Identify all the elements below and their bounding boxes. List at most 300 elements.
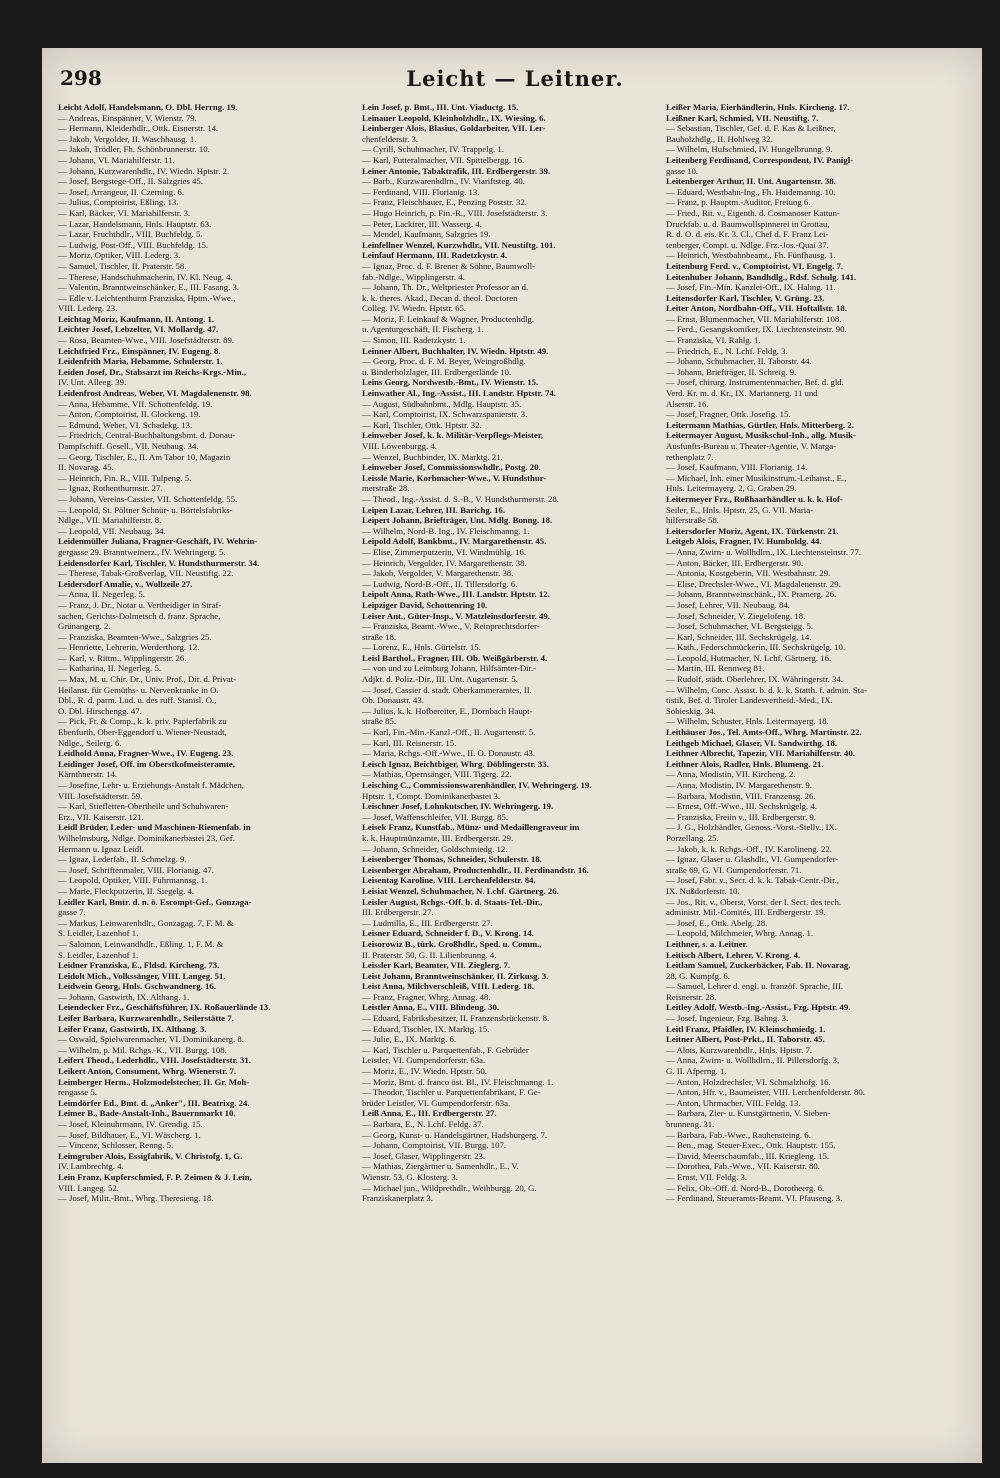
directory-entry: Leipold Adolf, Bankbmt., IV. Margarethenstr. 45. [362,536,547,547]
directory-entry: — Josef, Bergstege-Off., II. Salzgries 45. [58,176,203,187]
directory-entry: — Theod., Ing.-Assist. d. S.-B., V. Hundsthurmerstr. 28. [362,493,559,504]
directory-entry: — Mendel, Kaufmann, Salzgries 19. [362,229,491,240]
directory-entry: gasse 10. [666,165,699,176]
directory-entry: Leifer Franz, Gastwirth, IX. Althang. 3. [58,1023,207,1034]
directory-entry: — Peter, Lackirer, III. Wasserg. 4. [362,218,482,229]
directory-entry: — Anton, Comptoirist, II. Glockeng. 19. [58,409,201,420]
directory-entry: — Anton, Uhrmacher, VIII. Feldg. 13. [666,1097,801,1108]
directory-entry: Leithgeb Michael, Glaser, VI. Sandwirthg. 18. [666,737,838,748]
directory-entry: — Anna, Modistin, IV. Margarethenstr. 9. [666,780,812,790]
directory-entry: — Ignaz, Proc. d. F. Brener & Söhne, Baumwoll- [362,260,536,271]
directory-entry: — Josef, Schneider, V. Ziegelofeng. 18. [666,610,806,621]
directory-entry: — Josef, Fragner, Ottk. Josefig. 15. [666,409,791,420]
directory-entry: — Josef, Kaufmann, VIII. Florianig. 14. [666,462,808,473]
directory-entry: Leisching C., Commissionswarenhändler, IV. Wehringerg. 19. [362,780,592,790]
directory-entry: Leifer Barbara, Kurzwarenhdlr., Seilerstätte 7. [58,1013,234,1024]
directory-entry: hilferstraße 58. [666,515,719,526]
directory-entry: — Elise, Zimmerputzerin, VI. Windmühlg. 16. [362,546,527,557]
directory-entry: — Heinrich, Fin. R., VIII. Tulpeng. 5. [58,472,192,483]
directory-entry: — Henriette, Lehrerin, Werderthorg. 12. [58,642,200,653]
directory-entry: Leinner Albert, Buchhalter, IV. Wiedn. Hptstr. 49. [362,345,549,356]
directory-entry: — Ludwig, Post-Off., VIII. Buchfeldg. 15. [58,239,209,250]
directory-entry: Reisnerstr. 28. [666,991,717,1002]
directory-entry: — Josef, Schriftenmaler, VIII. Florianig. 47. [58,864,214,875]
directory-entry: — Lorenz, E., Hnls. Gürtelstr. 15. [362,642,481,653]
directory-entry: Leithäuser Jos., Tel. Amts-Off., Whrg. Martinstr. 22. [666,727,862,738]
directory-entry: — Heinrich, Vergolder, IV. Margarethenstr. 38. [362,557,527,568]
directory-entry: Leisch Ignaz, Beichtbiger, Whrg. Döblingerstr. 33. [362,758,549,769]
page-number: 298 [60,66,102,90]
directory-entry: Leimdörfer Ed., Bmt. d. „Anker", III. Beatrixg. 24. [58,1097,250,1108]
directory-entry: — Franz, Fragner, Whrg. Annag. 48. [362,991,491,1002]
directory-entry: — Andreas, Einspänner, V. Wienstr. 79. [58,112,197,123]
directory-entry: — Ernst, VII. Feldg. 3. [666,1171,748,1182]
directory-entry: Ebenfurth, Ober-Eggendorf u. Wiener-Neustadt, [58,727,227,738]
directory-entry: — Kath., Federschmückerin, III. Sechskrügelg. 10. [666,642,846,653]
directory-entry: — Moriz, E., IV. Wiedn. Hptstr. 50. [362,1066,487,1077]
directory-entry: — Karl, Tischler, Ottk. Hptstr. 32. [362,419,482,430]
directory-page [42,48,982,1463]
directory-entry: — Eduard, Westbahn-Ing., Fh. Haidemanng. 10. [666,186,836,197]
directory-entry: — Leopold, Optiker, VIII. Fuhrmannsg. 1. [58,875,208,886]
directory-entry: Leitermeyer Frz., Roßhaarhändler u. k. k. Hof- [666,493,843,504]
directory-entry: tistik, Bef. d. Tiroler Landesvertheid.-Med., IX. [666,695,833,706]
directory-entry: — Karl, Bäcker, VI. Mariahilferstr. 3. [58,207,191,218]
directory-entry: — Jakob, Vergolder, V. Margarethenstr. 38. [362,568,514,579]
directory-entry: tenberger, Compt. u. Ndlge. Frz.-Jos.-Quai 37. [666,239,829,250]
directory-entry: — Josef, Waffenschleifer, VII. Burgg. 85. [362,811,509,822]
directory-entry: Leissler Karl, Beamter, VII. Zieglerg. 7. [362,960,511,971]
directory-entry: Colleg. IV. Wiedn. Hptstr. 65. [362,303,467,314]
directory-entry: — Mathias, Ziergärtner u. Samenhdlr., E., V. [362,1161,519,1172]
directory-entry: Franziskanerplatz 3. [362,1193,433,1204]
directory-entry: Leitermann Mathias, Gürtler, Hnls. Mitterberg. 2. [666,419,854,430]
directory-entry: IV. Lambrechtg. 4. [58,1161,124,1172]
directory-entry: — Moriz, F. Leinkauf & Wagner, Productenhdlg. [362,313,535,324]
directory-entry: — Therese, Tabak-Großverlag, VII. Neustiftg. 22. [58,568,234,579]
directory-entry: Leisentag Karoline, VIII. Lerchenfelderstr. 84. [362,875,536,886]
directory-entry: Leipziger David, Schottenring 10. [362,599,488,610]
directory-entry: Leidner Franziska, E., Fldsd. Kircheng. 73. [58,960,220,971]
directory-entry: rengasse 5. [58,1087,97,1098]
directory-entry: Dampfschiff. Gesell., VII. Neubaug. 34. [58,441,199,451]
directory-entry: Leidwein Georg, Hnls. Gschwandnerg. 16. [58,981,216,992]
directory-entry: — von und zu Leimburg Johann, Hilfsämter-Dir.- [362,663,537,674]
directory-entry: — Eduard, Tischler, IX. Marktg. 15. [362,1023,490,1034]
directory-entry: u. Agenturgeschäft, II. Fischerg. 1. [362,324,484,335]
directory-entry: — Anna, Zwirn- u. Wollhdlrn., II. Pillersdorfg. 3, [666,1055,840,1066]
directory-entry: Ndlge., VII. Mariahilferstr. 8. [58,515,162,526]
directory-entry: — Josef, Kleinuhrmann, IV. Grendig. 15. [58,1119,203,1129]
directory-entry: Druckfab. u. d. Baumwollspinnerei in Grottau, [666,218,830,229]
directory-entry: — Anton, Holzdrechsler, VI. Schmalzhofg. 16. [666,1076,831,1087]
directory-entry: S. Leidler, Lazenhof 1. [58,928,139,939]
directory-entry: — Wilhelm, Nord-B. Ing., IV. Fleischmanng. 1. [362,525,530,536]
directory-entry: IV. Unt. Alleeg. 39. [58,377,127,388]
directory-entry: VIII. Josefstädterstr. 59. [58,790,143,801]
directory-entry: Leitley Adolf, Westb.-Ing.-Assist., Fzg. Hptstr. 49. [666,1002,851,1013]
directory-entry: Leist Anna, Milchverschleiß, VIII. Lederg. 18. [362,981,534,992]
directory-entry: — Cyrill, Schuhmacher, IV. Trappelg. 1. [362,144,504,155]
directory-entry: Leithner Alois, Radler, Hnls. Blumeng. 21. [666,758,824,769]
directory-entry: — Josef, Milit.-Bmt., Whrg. Theresieng. 18. [58,1193,214,1204]
directory-entry: — Moriz, Optiker, VIII. Lederg. 3. [58,250,181,261]
directory-entry: III. Erdbergerstr. 27. [362,907,434,918]
directory-entry: — Karl, Tischler u. Parquettenfab., F. Gebrüder [362,1044,529,1055]
directory-entry: — Wenzel, Buchbinder, IX. Marktg. 21. [362,451,503,462]
directory-entry: Leischner Josef, Lohnkutscher, IV. Wehringerg. 19. [362,801,554,812]
directory-entry: straße 85. [362,716,397,727]
directory-entry: — Johann, Briefträger, II. Schreig. 9. [666,366,797,377]
directory-entry: — Vincenz, Schlosser, Renng. 5. [58,1140,174,1151]
directory-entry: Lein Josef, p. Bmt., III. Unt. Viaductg. 15. [362,102,519,112]
directory-entry: — Samuel, Tischler, II. Praterstr. 58. [58,260,187,271]
directory-entry: — Ernest, Off.-Wwe., III. Sechskrügelg. 4. [666,801,817,812]
directory-entry: Leitner Albert, Post-Prkt., II. Taborstr. 45. [666,1034,825,1045]
directory-entry: Heilanst. für Gemüths- u. Nervenkranke in O. [58,684,219,695]
directory-entry: IX. Nußdorferstr. 10. [666,885,740,896]
directory-entry: k. k. theres. Akad., Decan d. theol. Doctoren [362,292,518,303]
directory-entry: — Pick, Fr. & Comp., k. k. priv. Papierfabrik zu [58,716,227,727]
directory-entry: — Franz, J. Dr., Notar u. Vertheidiger in Straf- [58,599,222,610]
directory-entry: — Johann, VI. Mariahilferstr. 11. [58,154,175,165]
directory-entry: — Hermann, Kleiderhdlr., Ottk. Eisnerstr. 14. [58,123,219,134]
directory-entry: rethenplatz 7. [666,451,714,462]
directory-entry: O. Dbl. Hirschengg. 47. [58,705,142,716]
directory-entry: — David, Meerschaumfab., III. Kriegleng. 15. [666,1150,830,1161]
directory-entry: Leinauer Leopold, Kleinholzhdlr., IX. Wiesing. 6. [362,112,546,123]
page-header [60,66,970,94]
directory-entry: — Jakob, k. k. Rchgs.-Off., IV. Karolineng. 22. [666,843,832,854]
directory-entry: — Rudolf, städt. Oberlehrer, IX. Währingerstr. 34. [666,674,843,685]
directory-entry: Leisler August, Rchgs.-Off. b. d. Staats-Tel.-Dir., [362,896,543,907]
directory-entry: — Johann, Schuhmacher, II. Taborstr. 44. [666,356,812,367]
directory-entry: — Anna, Hebamme, VII. Schottenfeldg. 19. [58,398,213,409]
directory-entry: — Mathias, Opernsänger, VIII. Tigerg. 22. [362,769,512,780]
directory-entry: — Georg, Proc. d. F. M. Beyer, Weingroßhdlg. [362,356,526,367]
directory-entry: Hnls. Leitermayerg. 2, G. Graben 29. [666,483,797,494]
directory-entry: — Leopold, Hutmacher, N. Lchf. Gärtnerg. 16. [666,652,832,663]
directory-entry: Adjkt. d. Poliz.-Dir., III. Unt. Augartenstr. 5. [362,674,518,685]
directory-entry: Leidhold Anna, Fragner-Wwe., IV. Eugeng. 23. [58,748,234,759]
directory-entry: straße 69, G. VI. Gumpendorferstr. 71. [666,864,802,875]
directory-entry: Leisenberger Abraham, Productenhdlr., II. Ferdinandstr. 16. [362,864,589,875]
directory-entry: — Josef, Fabr. v., Secr. d. k. k. Tabak-Centr.-Dir., [666,875,839,886]
directory-entry: Hptstr. 1, Compt. Dominikanerbastei 3. [362,790,501,801]
directory-entry: — Marie, Fleckputzerin, II. Siegelg. 4. [58,885,195,896]
directory-entry: Leinweber Josef, k. k. Militär-Verpflegs-Meister, [362,430,544,441]
directory-entry: Dbl., R. d. parm. Lud. u. des ruff. Stanisl. O., [58,695,217,706]
directory-entry: — Heinrich, Westbahnbeamt., Fh. Fünfhausg. 1. [666,250,836,261]
directory-entry: S. Leidler, Lazenhof 1. [58,949,139,960]
directory-entry: gasse 7. [58,907,86,918]
directory-entry: Leitenberger Arthur, II. Unt. Augartenstr. 38. [666,176,836,187]
directory-entry: Ausfunfts-Bureau u. Theater-Agentie, V. Marga- [666,441,837,451]
directory-entry: Leichtfried Frz., Einspänner, IV. Eugeng. 8. [58,345,221,356]
directory-entry: — Wilhelm, Hufschmied, IV. Hungelbrunng. 9. [666,144,833,155]
directory-entry: — Lazar, Handelsmann, Hnls. Hauptstr. 63. [58,218,212,229]
directory-entry: Leitenburg Ferd. v., Comptoirist, VI. Engelg. 7. [666,260,844,271]
directory-entry: — Johann, Branntweinschänk., IX. Pramerg. 26. [666,589,837,600]
directory-entry: chenfelderstr. 3. [362,133,419,144]
directory-entry: Leidolt Mich., Volkssänger, VIII. Langeg. 51. [58,970,226,981]
directory-entry: — Julie, E., IX. Marktg. 6. [362,1034,457,1045]
directory-entry: Leithner Albrecht, Tapezir, VII. Mariahilferstr. 40. [666,748,855,759]
directory-entry: Leitl Franz, Pfaidler, IV. Kleinschmiedg. 1. [666,1023,826,1034]
directory-entry: Leissle Marie, Korbmacher-Wwe., V. Hundsthur- [362,472,547,483]
directory-entry: — Edmund, Weber, VI. Schadekg. 13. [58,419,193,430]
directory-entry: Leitenhuber Johann, Bandhdlg., Rdsf. Schulg. 141. [666,271,857,282]
directory-entry: — Karl, v. Rittm., Wipplingerstr. 26. [58,652,187,663]
directory-entry: — Antonia, Kostgeberin, VII. Westbahnstr. 29. [666,568,831,579]
directory-entry: administr. Mil.-Comités, III. Erdbergerstr. 19. [666,907,826,918]
directory-entry: gergasse 29. Branntweinerz., IV. Wehringerg. 5. [58,546,226,557]
directory-entry: Leiter Anton, Nordbahn-Off., VII. Hoftallstr. 18. [666,303,847,314]
directory-entry: — Barb., Kurzwarenhdlrn., IV. Viariftsteg. 40. [362,176,525,187]
directory-entry: — Josef, Bildhauer, E., VI. Wäscherg. 1. [58,1129,201,1140]
directory-entry: — Rosa, Beamten-Wwe., VIII. Josefstädterstr. 89. [58,335,235,346]
directory-entry: — Josef, chirurg. Instrumentenmacher, Bef. d. gld. [666,377,844,388]
directory-entry: Leidersdorf Amalie, v., Wollzeile 27. [58,578,193,589]
directory-entry: fab.-Ndlge., Wipplingerstr. 4. [362,271,465,282]
directory-entry: — Josef, Lehrer, VII. Neubaug. 84. [666,599,790,610]
directory-entry: Leißner Karl, Schmied, VII. Neustiftg. 7. [666,112,819,123]
directory-entry: — Markus, Leinwarenhdlr., Gonzagag. 7, F. M. & [58,917,234,928]
directory-entry: Leitensdorfer Karl, Tischler, V. Grüng. 23. [666,292,825,303]
directory-entry: — Simon, III. Radetzkystr. 1. [362,335,466,346]
directory-entry: — Felix, Ob.-Off. d. Nord-B., Dorotheerg. 6. [666,1182,825,1193]
directory-entry: — Karl, III. Reisnerstr. 15. [362,737,457,748]
directory-entry: — Maria, Rchgs.-Off.-Wwe., II. O. Donaustr. 43. [362,748,536,759]
directory-entry: — Edle v. Leichtenthurm Franziska, Hptm.-Wwe., [58,292,236,303]
directory-entry: — Jakob, Trödler, Fh. Schönbrunnerstr. 10. [58,144,210,155]
directory-entry: Leidl Brüder, Leder- und Maschinen-Riemenfab. in [58,822,251,833]
directory-entry: Leinwather Al., Ing.-Assist., III. Landstr. Hptstr. 74. [362,388,556,399]
directory-entry: — Anna, Modistin, VII. Kircheng. 2. [666,769,796,780]
directory-entry: Wienstr. 53, G. Klosterg. 3. [362,1171,458,1182]
directory-entry: Leitisch Albert, Lehrer, V. Krong. 4. [666,949,801,960]
directory-entry: — Wilhelm, Schuster, Hnls. Leitermayerg. 18. [666,716,829,727]
column-middle [362,102,658,1452]
directory-entry: — Valentin, Branntweinschänker, E., III. Fasang. 3. [58,282,240,293]
directory-entry: merstraße 28. [362,483,410,494]
directory-entry: VIII. Löwenburgg. 4. [362,441,437,451]
directory-entry: — Leopold, St. Pöltner Schnür- u. Börtelsfabriks- [58,504,233,515]
directory-entry: Leidler Karl, Bmtr. d. n. ö. Escompt-Gef., Gonzaga- [58,896,252,907]
directory-entry: — Michael jun., Wildprethdlr., Weihburgg. 20, G. [362,1182,537,1193]
directory-entry: — Anton, Hfr. v., Baumeister, VIII. Lerchenfelderstr. 80. [666,1087,865,1098]
directory-entry: — Ignaz, Lederfab., II. Schmelzg. 9. [58,854,187,865]
directory-entry: Erz., VII. Kaiserstr. 121. [58,811,144,822]
directory-entry: — Ignaz, Glaser u. Glashdlr., VI. Gumpendorfer- [666,854,839,865]
directory-entry: — Julius, Comptoirist, Eßling. 13. [58,197,179,208]
directory-entry: — Barbara, E., N. Lchf. Feldg. 37. [362,1119,484,1129]
directory-entry: — Martin, III. Rennweg 81. [666,663,765,674]
directory-entry: — J. G., Holzhändler, Genoss.-Vorst.-Stellv., IX. [666,822,837,833]
directory-entry: Leistler, VI. Gumpendorferstr. 63a. [362,1055,486,1066]
directory-entry: Leipolt Anna, Rath-Wwe., III. Landstr. Hptstr. 12. [362,589,550,600]
directory-entry: u. Binderholzlager, III. Erdbergerlände 10. [362,366,512,377]
directory-entry: II. Praterstr. 50, G. II. Lilienbrunng. 4. [362,949,497,960]
directory-entry: — Johann, Schneider, Goldschmiedg. 12. [362,843,508,854]
directory-entry: Leisl Barthol., Fragner, III. Ob. Weißgärberstr. 4. [362,652,548,663]
directory-entry: — Anna, Zwirn- u. Wollhdlrn., IX. Liechtensteinstr. 77. [666,546,862,557]
directory-entry: — Johann, Kurzwarenhdlr., IV. Wiedn. Hptstr. 2. [58,165,230,176]
directory-entry: — Barbara, Modistin, VIII. Franzensg. 26. [666,790,816,801]
directory-entry: Leitlam Samuel, Zuckerbäcker, Fab. II. Novarag. [666,960,851,971]
directory-entry: Leisorowiz B., türk. Großhdlr., Sped. u. Comm., [362,938,542,949]
directory-entry: G. II. Afperng. 1. [666,1066,727,1077]
directory-entry: — Lazar, Fruchthdlr., VIII. Buchfeldg. 5. [58,229,203,240]
column-right [666,102,966,1452]
directory-entry: — Georg, Kunst- u. Handelsgärtner, Hadsburgerg. 7. [362,1129,548,1140]
directory-entry: Leithner, s. a. Leitner. [666,938,748,949]
directory-entry: — Franziska, VI. Rahlg. 1. [666,335,761,346]
directory-entry: Leiner Antonie, Tabaktrafik, III. Erdbergerstr. 39. [362,165,551,176]
page-title: Leicht — Leitner. [406,66,624,91]
directory-entry: — Franziska, Freiin v., III. Erdbergerstr. 9. [666,811,816,822]
directory-entry: Leisiat Wenzel, Schuhmacher, N. Lchf. Gärtnerg. 26. [362,885,559,896]
directory-entry: brunneng. 31. [666,1119,715,1129]
directory-entry: — Josef, Glaser, Wipplingerstr. 23. [362,1150,486,1161]
directory-entry: k. k. Hauptmünzamte, III. Erdbergerstr. 29. [362,832,514,843]
directory-entry: — Friedrich, E., N. Lchf. Feldg. 3. [666,345,788,356]
directory-entry: — Georg, Tischler, E., II. Am Tabor 10, Magazin [58,451,231,462]
directory-entry: Leidinger Josef, Off. im Oberstkofmeisteramte, [58,758,235,769]
directory-entry: Leinfellner Wenzel, Kurzwhdlr., VII. Neustiftg. 101. [362,239,556,250]
directory-entry: — Moriz, Bmt. d. franco öst. Bl., IV. Fleischmanng. 1. [362,1076,554,1087]
directory-entry: brüder Leistler, VI. Gumpendorferstr. 63a. [362,1097,511,1108]
directory-entry: Leiden Josef, Dr., Stabsarzt im Reichs-Krgs.-Min., [58,366,247,377]
directory-entry: — Sebastian, Tischler, Gef. d. F. Kas & Leißner, [666,123,836,134]
directory-entry: Leinweber Josef, Commissionswhdlr., Postg. 20. [362,462,541,473]
directory-entry: Alserstr. 16. [666,398,709,409]
directory-entry: straße 18. [362,631,397,642]
directory-entry: — Alois, Kurzwarenhdlr., Hnls. Hptstr. 7. [666,1044,813,1055]
directory-entry: — Wilhelm, Conc. Assist. b. d. k. k. Statth. f. admin. Sta- [666,684,867,695]
directory-entry: — Ignaz, Rothenthurmstr. 27. [58,483,163,494]
directory-entry: — Friedrich, Central-Buchhaltungsbmt. d. Donau- [58,430,236,441]
directory-entry: — Jakob, Vergolder, II. Waschhausg. 1. [58,133,197,144]
directory-entry: Leins Georg, Nordwestb.-Bmt., IV. Wienstr. 15. [362,377,539,388]
directory-entry: — Leopold, Milchmeier, Whrg. Annag. 1. [666,928,814,939]
directory-entry: — Johann, Comptoirist, VII. Burgg. 107. [362,1140,507,1151]
directory-entry: — Josef, Schuhmacher, VI. Bergsteigg. 5. [666,621,814,632]
directory-entry: Leißer Maria, Eierhändlerin, Hnls. Kircheng. 17. [666,102,850,112]
directory-entry: Leistler Anna, E., VIII. Blindeng. 30. [362,1002,500,1013]
directory-entry: Leifert Theod., Lederhdlr., VIII. Josefstädterstr. 31. [58,1055,251,1066]
directory-entry: — Julius, k. k. Hofbereiter, E., Dornbach Haupt- [362,705,533,716]
directory-entry: VIII. Lederg. 23. [58,303,118,314]
directory-entry: — Michael, Inh. einer Musikinstrum.-Leihanst., E., [666,472,847,483]
directory-entry: — Josef, Arrangeur, II. Czerning. 6. [58,186,185,197]
directory-entry: Lein Franz, Kupferschmied, F. P. Zeimen & J. Lein, [58,1171,252,1182]
directory-entry: Leipen Lazar, Lehrer, III. Barichg. 16. [362,504,506,515]
directory-entry: — Josef, E., Ottk. Abelg. 28. [666,917,768,928]
directory-entry: Bauholzhdlg., II. Hohlweg 32. [666,133,773,144]
directory-entry: Hermann u. Ignaz Leidl. [58,843,144,854]
directory-entry: 28, G. Kumpfg. 6. [666,970,730,981]
directory-entry: — Josef, Fin.-Min. Kanzlei-Off., IX. Hahng. 11. [666,282,836,293]
directory-entry: Leitersdorfer Moriz, Agent, IX. Türkenstr. 21. [666,525,839,536]
directory-entry: Leitenberg Ferdinand, Correspondent, IV. Panigl- [666,154,854,165]
directory-entry: — Ludwig, Nord-B.-Off., II. Tillersdorfg. 6. [362,578,518,589]
directory-entry: Leisenberger Thomas, Schneider, Schulerstr. 18. [362,854,542,865]
directory-entry: — Wilhelm, p. Mil. Rchgs.-K., VII. Burgg. 108. [58,1044,227,1055]
directory-entry: — August, Südbahnbmt., Mdlg. Hauptstr. 35. [362,398,522,409]
directory-entry: — Ernst, Blumenmacher, VII. Mariahilferstr. 108. [666,313,842,324]
directory-entry: Leidensdorfer Karl, Tischler, V. Hundsthurmerstr. 34. [58,557,260,568]
directory-entry: — Karl, Futteralmacher, VII. Spittelbergg. 16. [362,154,525,165]
directory-entry: Leidenfrost Andreas, Weber, VI. Magdalenenstr. 98. [58,388,252,399]
directory-entry: — Franz, p. Hauptm.-Auditor, Freiung 6. [666,197,811,208]
directory-entry: Kärnthnerstr. 14. [58,769,118,780]
directory-entry: Leipert Johann, Briefträger, Unt. Mdlg. Bonng. 18. [362,515,553,526]
directory-entry: — Franziska, Beamt.-Wwe., V. Reinprechtsdorfer- [362,621,540,632]
directory-entry: — Barbara, Fab.-Wwe., Rauhensteing. 6. [666,1129,811,1140]
directory-entry: Leiendecker Frz., Geschäftsführer, IX. Roßauerlände 13. [58,1002,271,1013]
directory-entry: — Elise, Drechsler-Wwe., VI. Magdalenenstr. 29. [666,578,841,589]
directory-entry: — Theodor, Tischler u. Parquettenfabrikant, F. Ge- [362,1087,541,1098]
directory-entry: — Karl, Fin.-Min.-Kanzl.-Off., II. Augartenstr. 5. [362,727,536,738]
directory-entry: — Johann, Th. Dr., Weltpriester Professor an d. [362,282,529,293]
directory-entry: — Samuel, Lehrer d. engl. u. franzöf. Sprache, III. [666,981,844,992]
directory-entry: — Karl, Stiefletten-Obertheile und Schuhwaren- [58,801,229,812]
directory-entry: Leinberger Alois, Blasius, Goldarbeiter, VII. Ler- [362,123,546,134]
directory-entry: Leimberger Herm., Holzmodelstecher, II. Gr. Moh- [58,1076,250,1087]
directory-entry: — Eduard, Fabriksbesitzer, II. Franzensbrückenstr. 8. [362,1013,550,1024]
directory-entry: Leichtag Moriz, Kaufmann, II. Antong. 1. [58,313,215,324]
directory-entry: — Jos., Rit. v., Oberst, Vorst. der I. Sect. des tech. [666,896,842,907]
directory-entry: Grünangerg. 2. [58,621,111,632]
directory-entry: Seiler, E., Hnls. Hptstr. 25, G. VII. Maria- [666,504,814,515]
directory-entry: sachen, Gerichts-Dolmetsch d. franz. Sprache, [58,610,221,621]
directory-entry: Leiser Ant., Güter-Insp., V. Matzleinsdorferstr. 49. [362,610,550,621]
directory-entry: Leist Johann, Branntweinschänker, II. Zirkusg. 3. [362,970,549,981]
directory-entry: — Johann, Gastwirth, IX. Althang. 1. [58,991,190,1002]
directory-entry: — Leopold, VII. Neubaug. 34. [58,525,166,536]
directory-entry: II. Novarag. 45. [58,462,114,473]
directory-entry: Leitermayer August, Musikschul-Inh., allg. Musik- [666,430,856,441]
directory-entry: — Ben., mag. Steuer-Exec., Ottk. Hauptstr. 155. [666,1140,836,1151]
directory-entry: — Josef, Ingenieur, Fzg. Bahng. 3. [666,1013,789,1024]
directory-entry: — Josefine, Lehr- u. Erziehungs-Anstalt f. Mädchen, [58,780,244,790]
directory-entry: — Josef, Cassier d. stadt. Oberkammeramtes, II. [362,684,532,695]
directory-entry: R. d. O. d. eis. Kr. 3. Cl., Chef d. F. Franz Lei- [666,229,829,240]
directory-entry: Leinfauf Hermann, III. Radetzkystr. 4. [362,250,508,261]
directory-entry: — Dorothea, Fab.-Wwe., VII. Kaiserstr. 80. [666,1161,820,1172]
directory-entry: — Franziska, Beamten-Wwe., Salzgries 25. [58,631,212,642]
directory-entry: Leitgeb Alois, Fragner, IV. Humboldg. 44. [666,536,822,547]
directory-entry: — Salomon, Leinwandhdlr., Eßling. 1, F. M. & [58,938,224,949]
directory-entry: Wilhelmsburg, Ndlge. Dominikanerbastei 23, Gef. [58,832,235,843]
directory-entry: — Oswald, Spielwarenmacher, VI. Dominikanerg. 8. [58,1034,244,1045]
directory-entry: — Max, M. u. Chir. Dr., Univ. Prof., Dir. d. Privat- [58,674,237,685]
directory-entry: — Ferdinand, VIII. Florianig. 13. [362,186,480,197]
directory-entry: — Barbara, Zier- u. Kunstgärtnerin, V. Sieben- [666,1108,831,1119]
directory-entry: — Ferd., Gesangskomiker, IX. Liechtensteinstr. 90. [666,324,847,335]
directory-entry: Verd. Kr. m. d. Kr., IX. Mariannerg. 11 und [666,388,818,399]
directory-entry: VIII. Langeg. 52. [58,1182,119,1193]
directory-entry: Leichter Josef, Lebzelter, VI. Mollardg. 47. [58,324,219,335]
directory-entry: Leikert Anton, Consument, Whrg. Wienerstr. 7. [58,1066,237,1077]
directory-entry: — Karl, Comptoirist, IX. Schwarzspanierstr. 3. [362,409,528,420]
directory-entry: Leidenfrith Maria, Hebamme, Schulerstr. 1. [58,356,223,367]
directory-entry: — Karl, Schneider, III. Sechskrügelg. 14. [666,631,812,642]
directory-entry: Leidenmüller Juliana, Fragner-Geschäft, IV. Wehrin- [58,536,258,547]
directory-entry: — Fried., Rit. v., Eigenth. d. Cosmanoser Kattun- [666,207,840,218]
directory-entry: Porzellang. 25. [666,832,719,843]
